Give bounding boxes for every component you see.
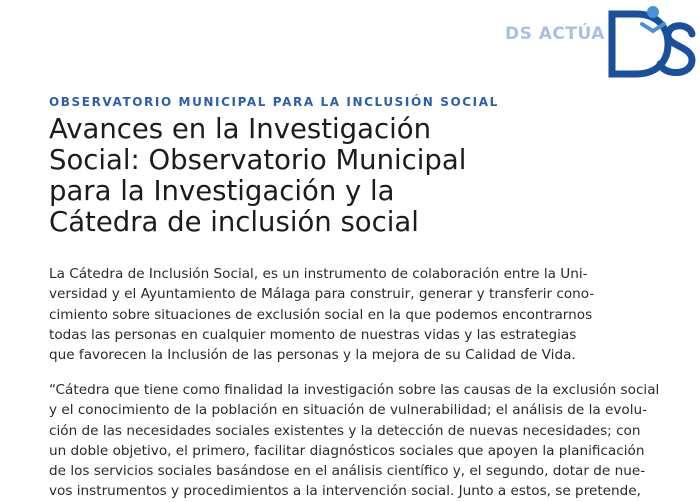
ds-logo	[608, 4, 698, 80]
title-line: Social: Observatorio Municipal	[49, 144, 467, 176]
logo-head-dot	[647, 6, 659, 18]
paragraph-line: que favorecen la Inclusión de las personas y la mejora de su Calidad de Vida.	[49, 347, 576, 364]
section-kicker: OBSERVATORIO MUNICIPAL PARA LA INCLUSIÓN SOCIAL	[49, 95, 499, 109]
title-line: para la Investigación y la	[49, 175, 395, 207]
logo-arms	[642, 24, 664, 31]
paragraph-line: de los servicios sociales basándose en el análisis científico y, el segundo, dotar de nue-	[49, 463, 646, 480]
paragraph-line: vos instrumentos y procedimientos a la intervención social. Junto a estos, se pretende,	[49, 483, 641, 500]
title-line: Cátedra de inclusión social	[49, 206, 419, 238]
paragraph-line: un doble objetivo, el primero, facilitar diagnósticos sociales que apoyen la planificación	[49, 442, 645, 459]
brand-text: DS ACTÚA	[505, 24, 605, 44]
paragraph-line: La Cátedra de Inclusión Social, es un instrumento de colaboración entre la Uni-	[49, 266, 588, 282]
paragraph-line: ción de las necesidades sociales existentes y la detección de nuevas necesidades; con	[49, 422, 641, 439]
paragraph-line: “Cátedra que tiene como finalidad la investigación sobre las causas de la exclusión social	[49, 382, 660, 398]
paragraph-line: versidad y el Ayuntamiento de Málaga para construir, generar y transferir cono-	[49, 286, 595, 303]
paragraph-intro	[49, 264, 659, 365]
paragraph-line: todas las personas en cualquier momento de nuestras vidas y las estrategias	[49, 326, 577, 343]
article-title	[49, 114, 649, 238]
paragraph-line: cimiento sobre situaciones de exclusión social en la que podemos encontrarnos	[49, 306, 593, 323]
paragraph-line: y el conocimiento de la población en situación de vulnerabilidad; el análisis de la evolu-	[49, 402, 648, 419]
paragraph-quote	[49, 380, 659, 502]
title-line: Avances en la Investigación	[49, 113, 431, 145]
